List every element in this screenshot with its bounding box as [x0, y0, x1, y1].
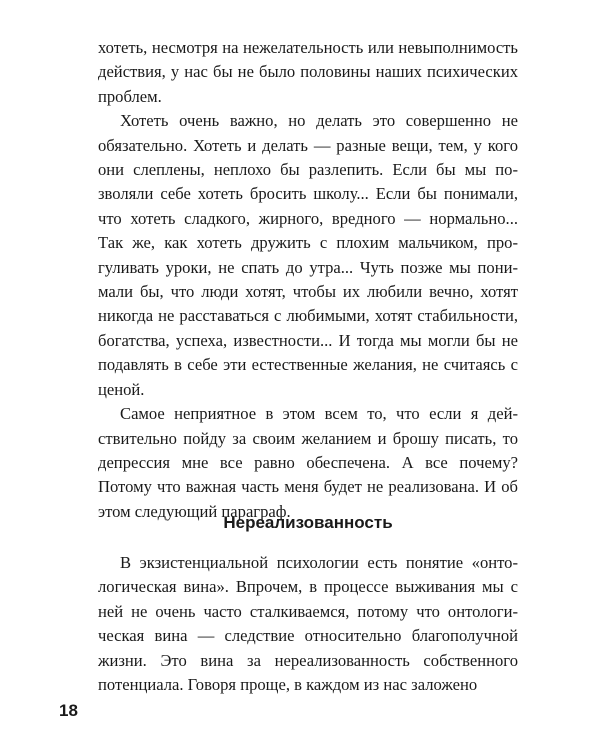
- body-text-bottom: [98, 551, 518, 697]
- paragraph-depression: Самое неприятное в этом всем то, что если я действительно пойду за своим желанием и брошу писать, то депрессия мне все равно обеспечена. А все почему? Потому что важная часть меня будет не реализована. И об этом следующий параграф.: [98, 404, 518, 521]
- paragraph-continuation: хотеть, несмотря на нежелательность или невыполнимость действия, у нас бы не было половины наших психических проблем.: [98, 38, 518, 106]
- section-heading: Нереализованность: [223, 513, 393, 532]
- body-text-top: [98, 36, 518, 524]
- paragraph-ontological-guilt: В экзистенциальной психологии есть понятие «онтологическая вина». Впрочем, в процессе выживания мы с ней не очень часто сталкиваемся, потому что онтологическая вина — следствие относительно благополучной жизни. Это вина за нереализованность собственного потенциала. Говоря проще, в каждом из нас заложено: [98, 553, 518, 695]
- page-number: 18: [59, 701, 78, 720]
- paragraph-wanting-vs-doing: Хотеть очень важно, но делать это совершенно не обязательно. Хотеть и делать — разные вещи, тем, у кого они слеплены, неплохо бы разлепить. Если бы мы позволяли себе хотеть бросить школу... Если бы понимали, что хотеть сладкого, жирного, вредного — нормально... Так же, как хотеть дружить с плохим мальчиком, прогуливать уроки, не спать до утра... Чуть позже мы понимали бы, что люди хотят, чтобы их любили вечно, хотят никогда не расставаться с любимыми, хотят стабильности, богатства, успеха, известности... И тогда мы могли бы не подавлять в себе эти естественные желания, не считаясь с ценой.: [98, 111, 518, 399]
